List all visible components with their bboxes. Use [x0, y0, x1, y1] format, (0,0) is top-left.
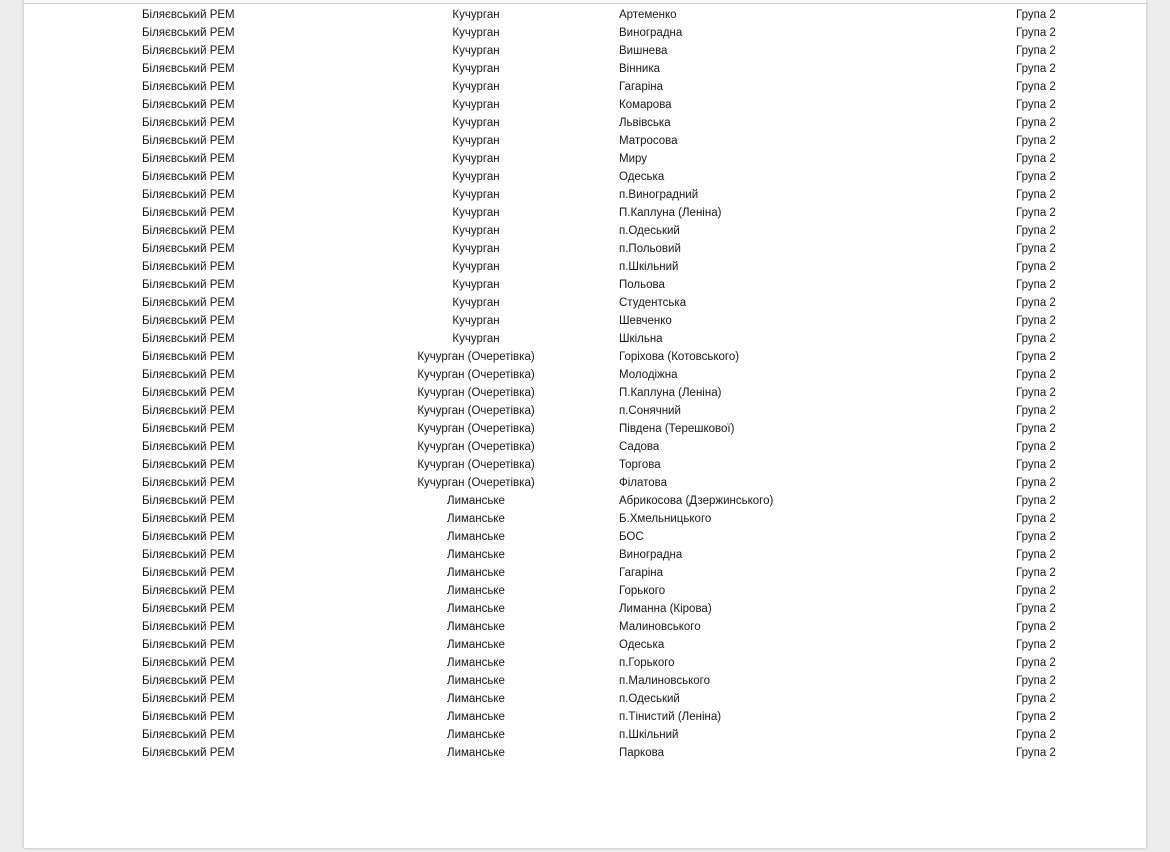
street-cell: Абрикосова (Дзержинського) [619, 495, 774, 507]
table-row [24, 276, 1146, 294]
group-cell: Група 2 [1016, 621, 1056, 633]
group-cell: Група 2 [1016, 279, 1056, 291]
street-cell: п.Тінистий (Леніна) [619, 711, 722, 723]
table-row [24, 744, 1146, 762]
table-row [24, 150, 1146, 168]
rem-cell: Біляєвський РЕМ [142, 747, 235, 759]
table-row [24, 510, 1146, 528]
settlement-cell: Кучурган (Очеретівка) [417, 405, 535, 417]
group-cell: Група 2 [1016, 45, 1056, 57]
settlement-cell: Кучурган [452, 45, 500, 57]
table-row [24, 456, 1146, 474]
group-cell: Група 2 [1016, 117, 1056, 129]
rem-cell: Біляєвський РЕМ [142, 225, 235, 237]
street-cell: БОС [619, 531, 644, 543]
rem-cell: Біляєвський РЕМ [142, 387, 235, 399]
group-cell: Група 2 [1016, 639, 1056, 651]
group-cell: Група 2 [1016, 477, 1056, 489]
table-row [24, 60, 1146, 78]
group-cell: Група 2 [1016, 675, 1056, 687]
street-cell: Паркова [619, 747, 664, 759]
group-cell: Група 2 [1016, 99, 1056, 111]
group-cell: Група 2 [1016, 711, 1056, 723]
settlement-cell: Кучурган (Очеретівка) [417, 459, 535, 471]
settlement-cell: Лиманське [447, 603, 505, 615]
group-cell: Група 2 [1016, 261, 1056, 273]
street-cell: Одеська [619, 639, 665, 651]
settlement-cell: Лиманське [447, 549, 505, 561]
rem-cell: Біляєвський РЕМ [142, 369, 235, 381]
table-row [24, 582, 1146, 600]
settlement-cell: Кучурган (Очеретівка) [417, 477, 535, 489]
group-cell: Група 2 [1016, 729, 1056, 741]
table-row [24, 312, 1146, 330]
street-cell: Садова [619, 441, 660, 453]
table-row [24, 708, 1146, 726]
rem-cell: Біляєвський РЕМ [142, 459, 235, 471]
settlement-cell: Лиманське [447, 657, 505, 669]
street-cell: п.Шкільний [619, 729, 679, 741]
table-row [24, 384, 1146, 402]
table-row [24, 330, 1146, 348]
street-cell: Шкільна [619, 333, 663, 345]
rem-cell: Біляєвський РЕМ [142, 639, 235, 651]
rem-cell: Біляєвський РЕМ [142, 585, 235, 597]
group-cell: Група 2 [1016, 693, 1056, 705]
street-cell: Торгова [619, 459, 661, 471]
settlement-cell: Кучурган [452, 63, 500, 75]
rem-cell: Біляєвський РЕМ [142, 351, 235, 363]
rem-cell: Біляєвський РЕМ [142, 495, 235, 507]
street-cell: Молодіжна [619, 369, 678, 381]
group-cell: Група 2 [1016, 657, 1056, 669]
street-cell: Гагаріна [619, 81, 664, 93]
street-cell: п.Одеський [619, 225, 680, 237]
street-cell: п.Малиновського [619, 675, 711, 687]
settlement-cell: Лиманське [447, 747, 505, 759]
street-cell: Вінника [619, 63, 661, 75]
group-cell: Група 2 [1016, 513, 1056, 525]
group-cell: Група 2 [1016, 9, 1056, 21]
rem-cell: Біляєвський РЕМ [142, 189, 235, 201]
group-cell: Група 2 [1016, 495, 1056, 507]
table-row [24, 24, 1146, 42]
rem-cell: Біляєвський РЕМ [142, 81, 235, 93]
street-cell: Комарова [619, 99, 672, 111]
previous-page-edge [24, 0, 1146, 4]
rem-cell: Біляєвський РЕМ [142, 279, 235, 291]
group-cell: Група 2 [1016, 297, 1056, 309]
street-cell: Виноградна [619, 27, 683, 39]
settlement-cell: Кучурган [452, 279, 500, 291]
settlement-cell: Лиманське [447, 513, 505, 525]
street-cell: Артеменко [619, 9, 677, 21]
settlement-cell: Кучурган [452, 315, 500, 327]
table-row [24, 222, 1146, 240]
group-cell: Група 2 [1016, 549, 1056, 561]
table-row [24, 114, 1146, 132]
group-cell: Група 2 [1016, 243, 1056, 255]
settlement-cell: Кучурган [452, 243, 500, 255]
street-cell: Південа (Терешкової) [619, 423, 735, 435]
rem-cell: Біляєвський РЕМ [142, 729, 235, 741]
group-cell: Група 2 [1016, 585, 1056, 597]
settlement-cell: Кучурган (Очеретівка) [417, 387, 535, 399]
settlement-cell: Лиманське [447, 693, 505, 705]
street-cell: п.Сонячний [619, 405, 681, 417]
group-cell: Група 2 [1016, 171, 1056, 183]
rem-cell: Біляєвський РЕМ [142, 297, 235, 309]
street-cell: Лиманна (Кірова) [619, 603, 712, 615]
settlement-cell: Кучурган [452, 261, 500, 273]
group-cell: Група 2 [1016, 351, 1056, 363]
settlement-cell: Лиманське [447, 675, 505, 687]
table-row [24, 132, 1146, 150]
group-cell: Група 2 [1016, 225, 1056, 237]
settlement-cell: Кучурган [452, 99, 500, 111]
rem-cell: Біляєвський РЕМ [142, 9, 235, 21]
table-row [24, 240, 1146, 258]
settlement-cell: Кучурган [452, 27, 500, 39]
group-cell: Група 2 [1016, 441, 1056, 453]
rem-cell: Біляєвський РЕМ [142, 261, 235, 273]
settlement-cell: Кучурган [452, 297, 500, 309]
table-row [24, 438, 1146, 456]
rem-cell: Біляєвський РЕМ [142, 531, 235, 543]
table-row [24, 546, 1146, 564]
table-row [24, 528, 1146, 546]
street-cell: Філатова [619, 477, 668, 489]
rem-cell: Біляєвський РЕМ [142, 549, 235, 561]
rem-cell: Біляєвський РЕМ [142, 423, 235, 435]
street-cell: Виноградна [619, 549, 683, 561]
table-row [24, 96, 1146, 114]
table-row [24, 366, 1146, 384]
settlement-cell: Лиманське [447, 567, 505, 579]
settlement-cell: Лиманське [447, 585, 505, 597]
settlement-cell: Кучурган [452, 117, 500, 129]
group-cell: Група 2 [1016, 207, 1056, 219]
street-cell: П.Каплуна (Леніна) [619, 387, 722, 399]
table-row [24, 258, 1146, 276]
street-cell: п.Шкільний [619, 261, 679, 273]
street-cell: Вишнева [619, 45, 668, 57]
settlement-cell: Кучурган [452, 81, 500, 93]
table-row [24, 618, 1146, 636]
street-cell: п.Одеський [619, 693, 680, 705]
settlement-cell: Лиманське [447, 621, 505, 633]
group-cell: Група 2 [1016, 531, 1056, 543]
settlement-cell: Лиманське [447, 711, 505, 723]
street-cell: Львівська [619, 117, 671, 129]
document-page [24, 0, 1146, 848]
table-row [24, 654, 1146, 672]
street-cell: Шевченко [619, 315, 672, 327]
street-cell: Б.Хмельницького [619, 513, 712, 525]
table-row [24, 204, 1146, 222]
settlement-cell: Кучурган (Очеретівка) [417, 351, 535, 363]
table-row [24, 6, 1146, 24]
settlement-cell: Кучурган [452, 9, 500, 21]
rem-cell: Біляєвський РЕМ [142, 441, 235, 453]
table-row [24, 672, 1146, 690]
street-cell: Польова [619, 279, 665, 291]
table-row [24, 492, 1146, 510]
group-cell: Група 2 [1016, 603, 1056, 615]
settlement-cell: Кучурган [452, 189, 500, 201]
street-cell: Миру [619, 153, 648, 165]
rem-cell: Біляєвський РЕМ [142, 63, 235, 75]
rem-cell: Біляєвський РЕМ [142, 711, 235, 723]
group-cell: Група 2 [1016, 369, 1056, 381]
street-cell: п.Виноградний [619, 189, 699, 201]
outage-schedule-table [24, 6, 1146, 762]
settlement-cell: Кучурган (Очеретівка) [417, 369, 535, 381]
table-row [24, 78, 1146, 96]
street-cell: П.Каплуна (Леніна) [619, 207, 722, 219]
table-row [24, 474, 1146, 492]
group-cell: Група 2 [1016, 27, 1056, 39]
rem-cell: Біляєвський РЕМ [142, 621, 235, 633]
street-cell: Горіхова (Котовського) [619, 351, 740, 363]
settlement-cell: Лиманське [447, 639, 505, 651]
rem-cell: Біляєвський РЕМ [142, 603, 235, 615]
rem-cell: Біляєвський РЕМ [142, 207, 235, 219]
rem-cell: Біляєвський РЕМ [142, 657, 235, 669]
group-cell: Група 2 [1016, 459, 1056, 471]
street-cell: Матросова [619, 135, 678, 147]
settlement-cell: Кучурган [452, 207, 500, 219]
group-cell: Група 2 [1016, 387, 1056, 399]
table-row [24, 42, 1146, 60]
street-cell: Одеська [619, 171, 665, 183]
rem-cell: Біляєвський РЕМ [142, 567, 235, 579]
rem-cell: Біляєвський РЕМ [142, 675, 235, 687]
rem-cell: Біляєвський РЕМ [142, 243, 235, 255]
street-cell: Горького [619, 585, 666, 597]
street-cell: Студентська [619, 297, 687, 309]
rem-cell: Біляєвський РЕМ [142, 153, 235, 165]
group-cell: Група 2 [1016, 81, 1056, 93]
table-row [24, 600, 1146, 618]
table-row [24, 726, 1146, 744]
group-cell: Група 2 [1016, 423, 1056, 435]
table-row [24, 636, 1146, 654]
rem-cell: Біляєвський РЕМ [142, 315, 235, 327]
settlement-cell: Кучурган (Очеретівка) [417, 441, 535, 453]
table-row [24, 690, 1146, 708]
settlement-cell: Кучурган (Очеретівка) [417, 423, 535, 435]
group-cell: Група 2 [1016, 405, 1056, 417]
group-cell: Група 2 [1016, 135, 1056, 147]
settlement-cell: Кучурган [452, 153, 500, 165]
rem-cell: Біляєвський РЕМ [142, 405, 235, 417]
table-row [24, 402, 1146, 420]
group-cell: Група 2 [1016, 333, 1056, 345]
group-cell: Група 2 [1016, 747, 1056, 759]
table-row [24, 186, 1146, 204]
rem-cell: Біляєвський РЕМ [142, 477, 235, 489]
table-row [24, 348, 1146, 366]
settlement-cell: Кучурган [452, 333, 500, 345]
group-cell: Група 2 [1016, 315, 1056, 327]
group-cell: Група 2 [1016, 189, 1056, 201]
rem-cell: Біляєвський РЕМ [142, 45, 235, 57]
rem-cell: Біляєвський РЕМ [142, 693, 235, 705]
rem-cell: Біляєвський РЕМ [142, 117, 235, 129]
rem-cell: Біляєвський РЕМ [142, 513, 235, 525]
settlement-cell: Лиманське [447, 729, 505, 741]
settlement-cell: Кучурган [452, 135, 500, 147]
street-cell: п.Польовий [619, 243, 681, 255]
street-cell: Гагаріна [619, 567, 664, 579]
rem-cell: Біляєвський РЕМ [142, 333, 235, 345]
settlement-cell: Кучурган [452, 171, 500, 183]
group-cell: Група 2 [1016, 153, 1056, 165]
settlement-cell: Кучурган [452, 225, 500, 237]
table-row [24, 168, 1146, 186]
table-row [24, 294, 1146, 312]
rem-cell: Біляєвський РЕМ [142, 135, 235, 147]
group-cell: Група 2 [1016, 567, 1056, 579]
group-cell: Група 2 [1016, 63, 1056, 75]
rem-cell: Біляєвський РЕМ [142, 27, 235, 39]
rem-cell: Біляєвський РЕМ [142, 99, 235, 111]
table-row [24, 564, 1146, 582]
street-cell: п.Горького [619, 657, 675, 669]
table-row [24, 420, 1146, 438]
settlement-cell: Лиманське [447, 495, 505, 507]
settlement-cell: Лиманське [447, 531, 505, 543]
street-cell: Малиновського [619, 621, 701, 633]
rem-cell: Біляєвський РЕМ [142, 171, 235, 183]
